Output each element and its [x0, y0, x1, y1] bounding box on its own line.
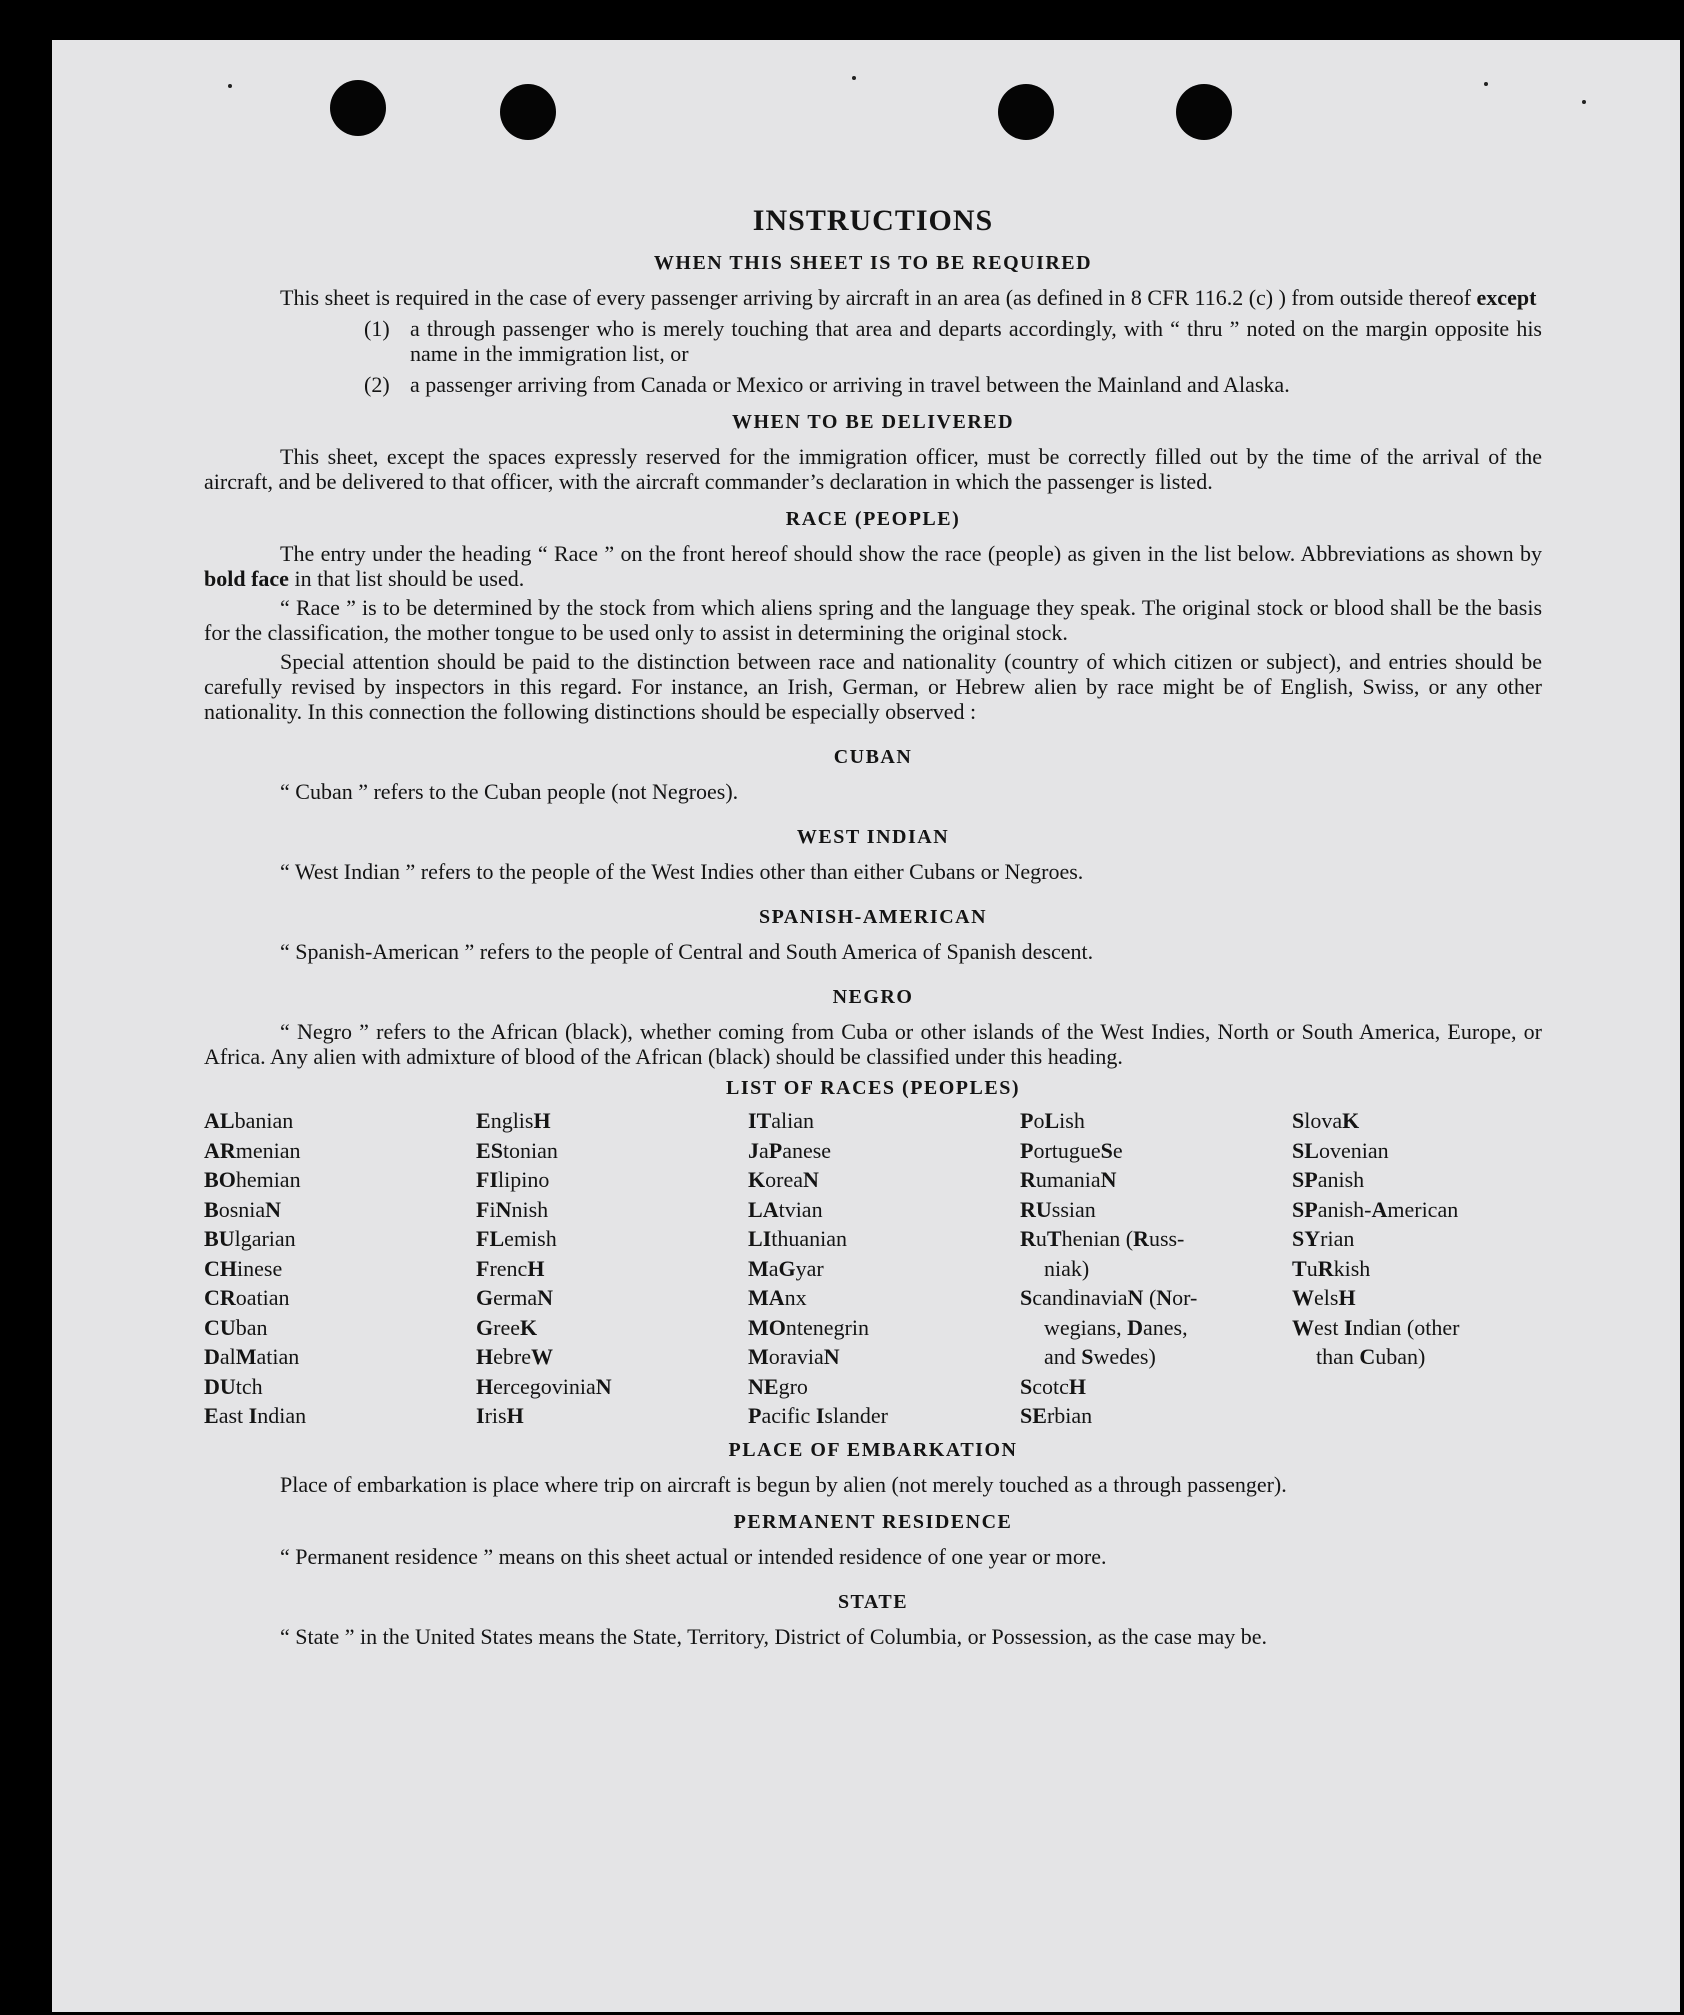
race-entry: HercegoviniaN [476, 1373, 612, 1399]
speck [852, 76, 856, 80]
race-entry: West Indian (other [1292, 1314, 1460, 1340]
heading-spanish-american: SPANISH-AMERICAN [758, 906, 988, 928]
race-entry: FrencH [476, 1255, 545, 1281]
punch-hole [1176, 84, 1232, 140]
speck [228, 84, 232, 88]
race-entry: HebreW [476, 1344, 553, 1369]
heading-negro: NEGRO [832, 986, 914, 1008]
race-entry: ScandinaviaN (Nor- [1020, 1285, 1198, 1310]
cuban-text: “ Cuban ” refers to the Cuban people (not Negroes). [280, 779, 739, 804]
heading-cuban: CUBAN [833, 746, 913, 768]
race-entry: SlovaK [1292, 1108, 1360, 1133]
speck [1582, 100, 1586, 104]
race-entry: SPanish [1292, 1167, 1365, 1192]
heading-when-required: WHEN THIS SHEET IS TO BE REQUIRED [653, 252, 1093, 274]
race-entry: MaGyar [748, 1255, 824, 1281]
race-entry: PoLish [1020, 1108, 1085, 1133]
heading-state: STATE [837, 1590, 909, 1613]
race-entry: BUlgarian [204, 1226, 296, 1251]
race-entry: CRoatian [204, 1285, 290, 1310]
race-entry: and Swedes) [1044, 1344, 1156, 1369]
race-entry: LIthuanian [748, 1226, 848, 1251]
punch-hole [330, 80, 386, 136]
race-entry: PortugueSe [1020, 1137, 1123, 1163]
race-entry: EnglisH [476, 1108, 551, 1133]
race-entry: DUtch [204, 1373, 263, 1399]
heading-race: RACE (PEOPLE) [785, 508, 961, 530]
race-entry: FIlipino [476, 1167, 550, 1192]
race-entry: IrisH [476, 1403, 524, 1428]
race-entry: ARmenian [204, 1137, 301, 1163]
race-column-4 [1020, 1106, 1270, 1431]
race-entry: SLovenian [1292, 1137, 1389, 1163]
race-entry: RUssian [1020, 1196, 1096, 1222]
race-column-3 [748, 1106, 998, 1431]
exception-item-1: (1) a through passenger who is merely touching that area and departs accordingly, with “ thru ” noted on the margin opposite his name in the immigration list, or [364, 316, 1542, 366]
heading-when-delivered: WHEN TO BE DELIVERED [731, 411, 1015, 433]
instructions-content [204, 164, 1542, 1653]
race-entry: SYrian [1292, 1226, 1355, 1251]
race-entry: niak) [1044, 1255, 1090, 1281]
race-entry: Pacific Islander [748, 1403, 888, 1428]
race-entry: ScotcH [1020, 1373, 1087, 1399]
race-entry: SPanish-American [1292, 1196, 1459, 1222]
race-column-5 [1292, 1106, 1542, 1431]
race-entry: than Cuban) [1316, 1344, 1426, 1369]
punch-hole [998, 84, 1054, 140]
state-text: “ State ” in the United States means the State, Territory, District of Columbia, or Possession, as the case may be. [280, 1623, 1268, 1649]
race-entry: CUban [204, 1314, 268, 1340]
embarkation-text: Place of embarkation is place where trip on aircraft is begun by alien (not merely touched as a through passenger). [280, 1471, 1287, 1497]
heading-permanent-residence: PERMANENT RESIDENCE [733, 1510, 1013, 1533]
heading-embarkation: PLACE OF EMBARKATION [728, 1438, 1018, 1461]
race-entry: TuRkish [1292, 1255, 1371, 1281]
race-entry: JaPanese [748, 1137, 832, 1163]
race-entry: BOhemian [204, 1167, 301, 1192]
race-entry: NEgro [748, 1373, 808, 1399]
race-entry: GreeK [476, 1314, 538, 1340]
race-entry: ALbanian [204, 1108, 294, 1133]
race-column-2 [476, 1106, 726, 1431]
exception-item-2: (2) a passenger arriving from Canada or Mexico or arriving in travel between the Mainland and Alaska. [364, 372, 1290, 397]
race-entry: RuThenian (Russ- [1020, 1226, 1185, 1251]
speck [1484, 82, 1488, 86]
race-entry: GermaN [476, 1285, 553, 1310]
race-list [204, 1106, 1542, 1431]
heading-west-indian: WEST INDIAN [796, 826, 950, 848]
race-entry: MoraviaN [748, 1344, 840, 1369]
page-title: INSTRUCTIONS [752, 204, 994, 237]
race-entry: FLemish [476, 1226, 557, 1251]
race-entry: EStonian [476, 1137, 558, 1163]
race-entry: MAnx [748, 1285, 807, 1310]
race-entry: WelsH [1292, 1285, 1356, 1310]
negro-text: “ Negro ” refers to the African (black), whether coming from Cuba or other islands of the West Indies, North or South America, Europe, or Africa. Any alien with admixture of blood of the African (black) should be classified under this heading. [204, 1019, 1542, 1069]
race-entry: RumaniaN [1020, 1167, 1117, 1192]
race-entry: SErbian [1020, 1403, 1093, 1428]
residence-text: “ Permanent residence ” means on this sheet actual or intended residence of one year or more. [280, 1543, 1107, 1569]
race-entry: ITalian [748, 1108, 815, 1133]
heading-list-of-races: LIST OF RACES (PEOPLES) [725, 1077, 1020, 1099]
race-entry: FiNnish [476, 1196, 549, 1222]
race-entry: MOntenegrin [748, 1314, 869, 1340]
spanish-american-text: “ Spanish-American ” refers to the people of Central and South America of Spanish descent. [280, 939, 1094, 964]
race-entry: wegians, Danes, [1044, 1314, 1188, 1340]
race-entry: KoreaN [748, 1167, 819, 1192]
race-paragraph-2: “ Race ” is to be determined by the stock from which aliens spring and the language they speak. The original stock or blood shall be the basis for the classification, the mother tongue to be used only to assist in determining the original stock. [204, 595, 1542, 645]
race-entry: LAtvian [748, 1196, 823, 1222]
race-column-1 [204, 1106, 454, 1431]
race-entry: CHinese [204, 1255, 283, 1281]
when-delivered-text: This sheet, except the spaces expressly reserved for the immigration officer, must be correctly filled out by the time of the arrival of the aircraft, and be delivered to that officer, with the aircraft commander’s declaration in which the passenger is listed. [204, 444, 1542, 494]
race-paragraph-3: Special attention should be paid to the distinction between race and nationality (country of which citizen or subject), and entries should be carefully revised by inspectors in this regard. For instance, an Irish, German, or Hebrew alien by race might be of English, Swiss, or any other nationality. In this connection the following distinctions should be especially observed : [204, 649, 1542, 724]
document-page [52, 40, 1680, 2012]
punch-hole [500, 84, 556, 140]
race-entry: DalMatian [204, 1344, 300, 1369]
race-paragraph-1: The entry under the heading “ Race ” on the front hereof should show the race (people) as given in the list below. Abbreviations as shown by bold face in that list should be used. [204, 541, 1542, 591]
west-indian-text: “ West Indian ” refers to the people of the West Indies other than either Cubans or Negroes. [280, 859, 1084, 884]
race-entry: East Indian [204, 1403, 307, 1428]
race-entry: BosniaN [204, 1196, 282, 1222]
when-required-intro: This sheet is required in the case of every passenger arriving by aircraft in an area (as defined in 8 CFR 116.2 (c) ) from outside thereof except [280, 285, 1537, 310]
